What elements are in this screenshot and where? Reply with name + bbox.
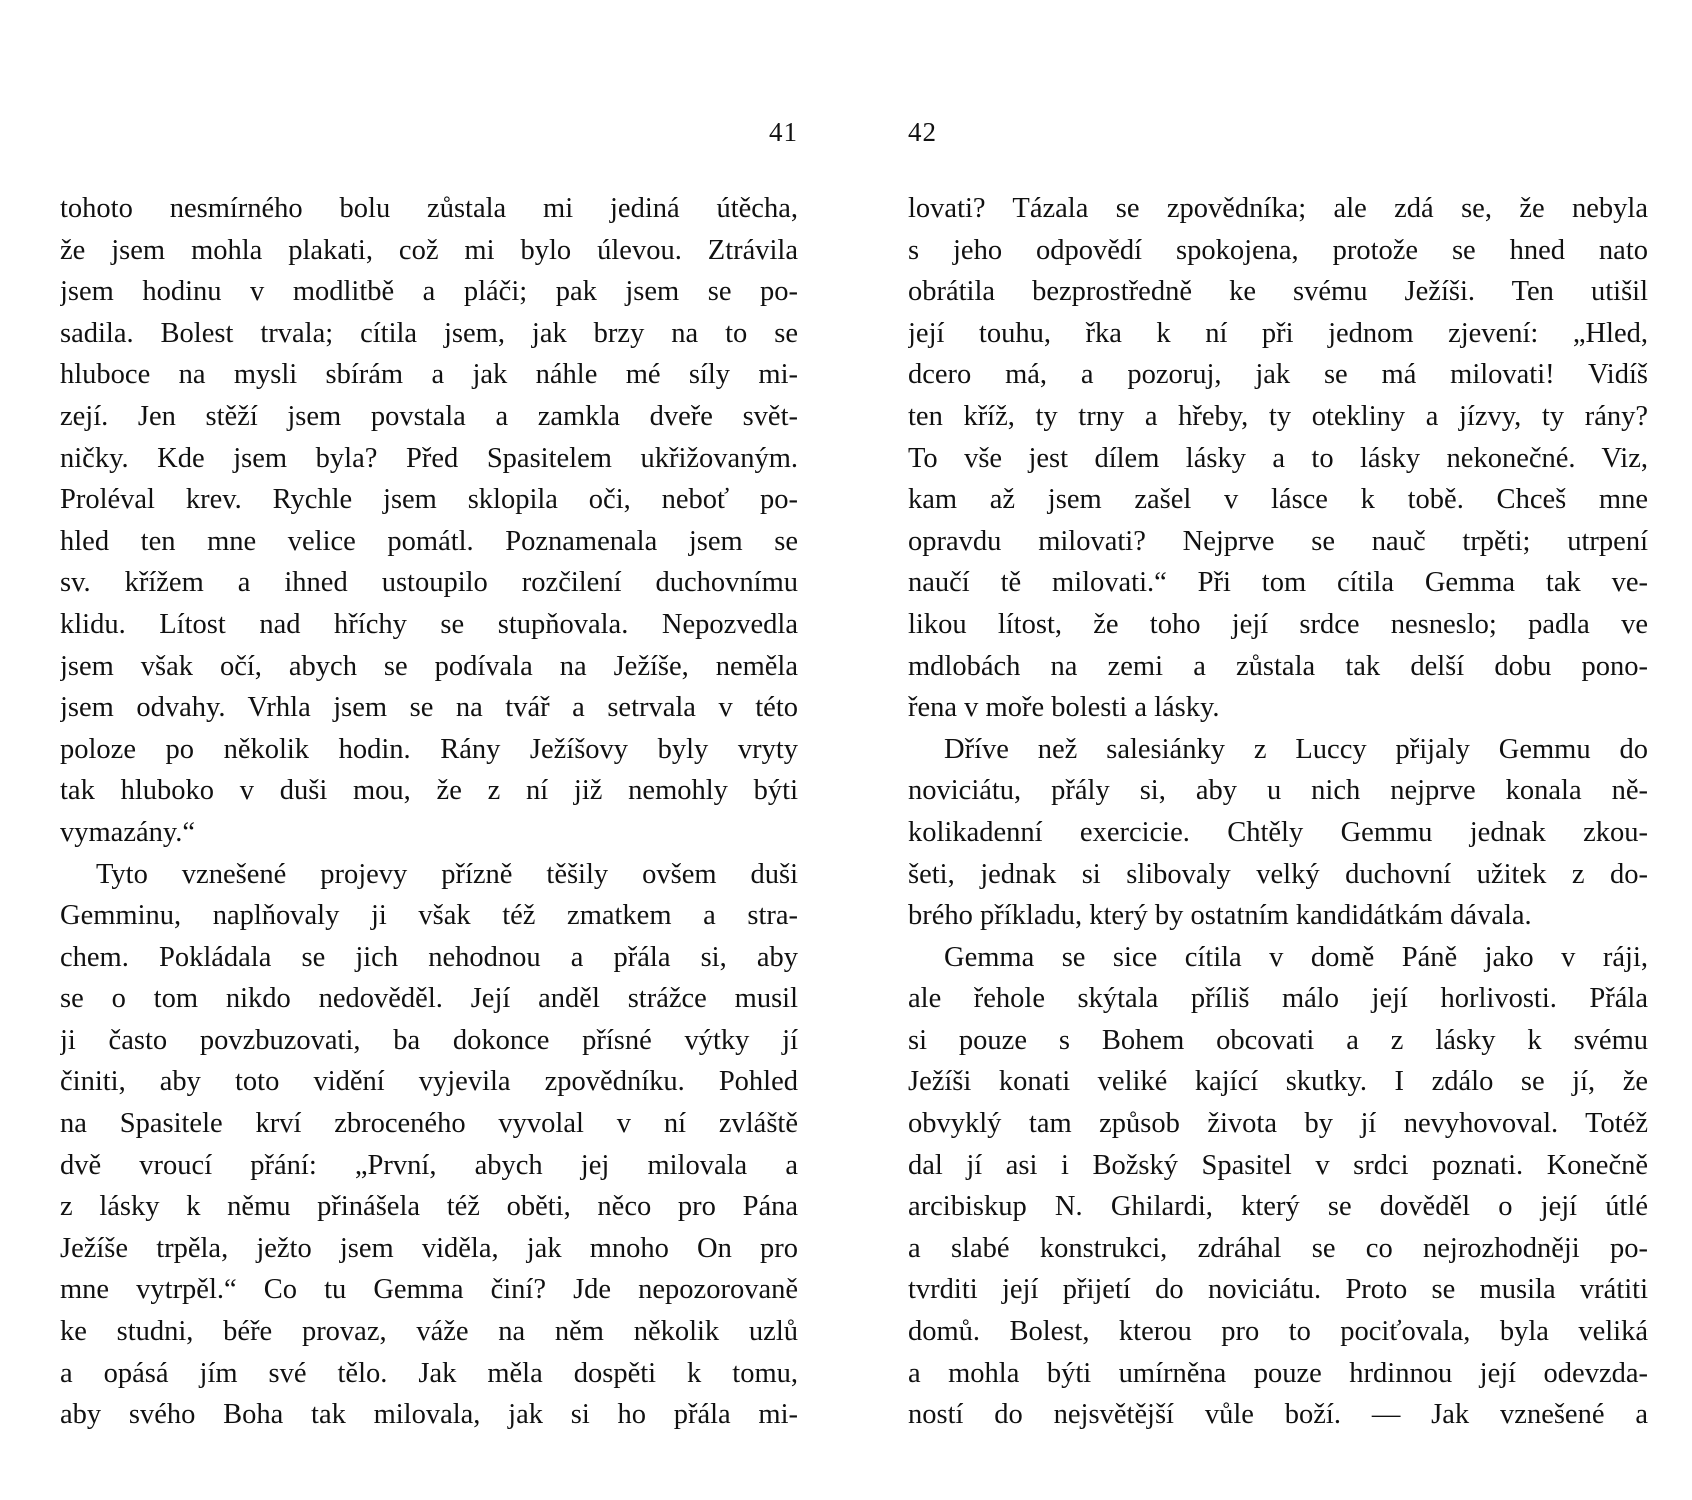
text-line: domů. Bolest, kterou pro to pociťovala, byla veliká xyxy=(908,1316,1648,1348)
text-line: jsem však očí, abych se podívala na Ježíše, neměla xyxy=(60,650,798,682)
text-line: mne vytrpěl.“ Co tu Gemma činí? Jde nepozorovaně xyxy=(60,1274,798,1306)
text-line: klidu. Lítost nad hříchy se stupňovala. Nepozvedla xyxy=(60,608,798,640)
text-line: vymazány.“ xyxy=(60,816,196,848)
page-text xyxy=(60,188,798,1436)
text-line: jsem odvahy. Vrhla jsem se na tvář a setrvala v této xyxy=(60,692,798,724)
text-line: zejí. Jen stěží jsem povstala a zamkla dveře svět- xyxy=(60,400,798,432)
right-page xyxy=(908,0,1648,1500)
text-line: Ježíši konati veliké kající skutky. I zdálo se jí, že xyxy=(908,1066,1648,1098)
text-line: Tyto vznešené projevy přízně těšily ovšem duši xyxy=(96,858,798,890)
text-line: ničky. Kde jsem byla? Před Spasitelem ukřižovaným. xyxy=(60,442,798,474)
text-line: na Spasitele krví zbroceného vyvolal v ní zvláště xyxy=(60,1108,798,1140)
text-line: se o tom nikdo nedověděl. Její anděl strážce musil xyxy=(60,983,798,1015)
text-line: kam až jsem zašel v lásce k tobě. Chceš mne xyxy=(908,484,1648,516)
left-page xyxy=(60,0,798,1500)
text-line: likou lítost, že toho její srdce nesneslo; padla ve xyxy=(908,608,1648,640)
text-line: její touhu, řka k ní při jednom zjevení: „Hled, xyxy=(908,317,1648,349)
text-line: chem. Pokládala se jich nehodnou a přála si, aby xyxy=(60,941,798,973)
text-line: jsem hodinu v modlitbě a pláči; pak jsem se po- xyxy=(60,276,798,308)
text-line: sv. křížem a ihned ustoupilo rozčilení duchovnímu xyxy=(60,567,798,599)
text-line: ale řehole skýtala příliš málo její horlivosti. Přála xyxy=(908,983,1648,1015)
text-line: ji často povzbuzovati, ba dokonce přísné výtky jí xyxy=(60,1024,798,1056)
text-line: činiti, aby toto vidění vyjevila zpovědníku. Pohled xyxy=(60,1066,798,1098)
text-line: hled ten mne velice pomátl. Poznamenala jsem se xyxy=(60,525,798,557)
text-line: a mohla býti umírněna pouze hrdinnou její odevzda- xyxy=(908,1357,1648,1389)
text-line: a slabé konstrukci, zdráhal se co nejrozhodněji po- xyxy=(908,1232,1648,1264)
text-line: sadila. Bolest trvala; cítila jsem, jak brzy na to se xyxy=(60,317,798,349)
text-line: tvrditi její přijetí do noviciátu. Proto se musila vrátiti xyxy=(908,1274,1648,1306)
text-line: ke studni, béře provaz, váže na něm několik uzlů xyxy=(60,1316,798,1348)
text-line: naučí tě milovati.“ Při tom cítila Gemma tak ve- xyxy=(908,567,1648,599)
text-line: ností do nejsvětější vůle boží. — Jak vznešené a xyxy=(908,1399,1648,1431)
page-text xyxy=(908,188,1648,1436)
text-line: mdlobách na zemi a zůstala tak delší dobu pono- xyxy=(908,650,1648,682)
text-line: aby svého Boha tak milovala, jak si ho přála mi- xyxy=(60,1399,798,1431)
text-line: To vše jest dílem lásky a to lásky nekonečné. Viz, xyxy=(908,442,1648,474)
text-line: šeti, jednak si slibovaly velký duchovní užitek z do- xyxy=(908,858,1648,890)
text-line: si pouze s Bohem obcovati a z lásky k svému xyxy=(908,1024,1648,1056)
text-line: kolikadenní exercicie. Chtěly Gemmu jednak zkou- xyxy=(908,816,1648,848)
page-number: 42 xyxy=(908,117,937,147)
text-line: ten kříž, ty trny a hřeby, ty otekliny a jízvy, ty rány? xyxy=(908,400,1648,432)
text-line: obvyklý tam způsob života by jí nevyhovoval. Totéž xyxy=(908,1108,1648,1140)
text-line: dal jí asi i Božský Spasitel v srdci poznati. Konečně xyxy=(908,1149,1648,1181)
text-line: brého příkladu, který by ostatním kandidátkám dávala. xyxy=(908,900,1532,932)
text-line: tohoto nesmírného bolu zůstala mi jediná útěcha, xyxy=(60,193,798,224)
text-line: Gemminu, naplňovaly ji však též zmatkem a stra- xyxy=(60,900,798,932)
text-line: lovati? Tázala se zpovědníka; ale zdá se, že nebyla xyxy=(908,193,1648,224)
text-line: z lásky k němu přinášela též oběti, něco pro Pána xyxy=(60,1191,798,1223)
text-line: tak hluboko v duši mou, že z ní již nemohly býti xyxy=(60,775,798,807)
text-line: arcibiskup N. Ghilardi, který se dověděl o její útlé xyxy=(908,1191,1648,1223)
text-line: obrátila bezprostředně ke svému Ježíši. Ten utišil xyxy=(908,276,1648,308)
page-number: 41 xyxy=(769,117,798,147)
text-line: Gemma se sice cítila v domě Páně jako v ráji, xyxy=(944,941,1648,973)
text-line: poloze po několik hodin. Rány Ježíšovy byly vryty xyxy=(60,733,798,765)
text-line: s jeho odpovědí spokojena, protože se hned nato xyxy=(908,234,1648,266)
text-line: opravdu milovati? Nejprve se nauč trpěti; utrpení xyxy=(908,525,1648,557)
text-line: že jsem mohla plakati, což mi bylo úlevou. Ztrávila xyxy=(60,234,798,266)
text-line: Proléval krev. Rychle jsem sklopila oči, neboť po- xyxy=(60,484,798,516)
text-line: noviciátu, přály si, aby u nich nejprve konala ně- xyxy=(908,775,1648,807)
text-line: a opásá jím své tělo. Jak měla dospěti k tomu, xyxy=(60,1357,798,1389)
text-line: hluboce na mysli sbírám a jak náhle mé síly mi- xyxy=(60,359,798,391)
text-line: dvě vroucí přání: „První, abych jej milovala a xyxy=(60,1149,798,1181)
text-line: řena v moře bolesti a lásky. xyxy=(908,692,1220,724)
text-line: Ježíše trpěla, ježto jsem viděla, jak mnoho On pro xyxy=(60,1232,798,1264)
text-line: dcero má, a pozoruj, jak se má milovati! Vidíš xyxy=(908,359,1648,391)
text-line: Dříve než salesiánky z Luccy přijaly Gemmu do xyxy=(944,733,1648,765)
